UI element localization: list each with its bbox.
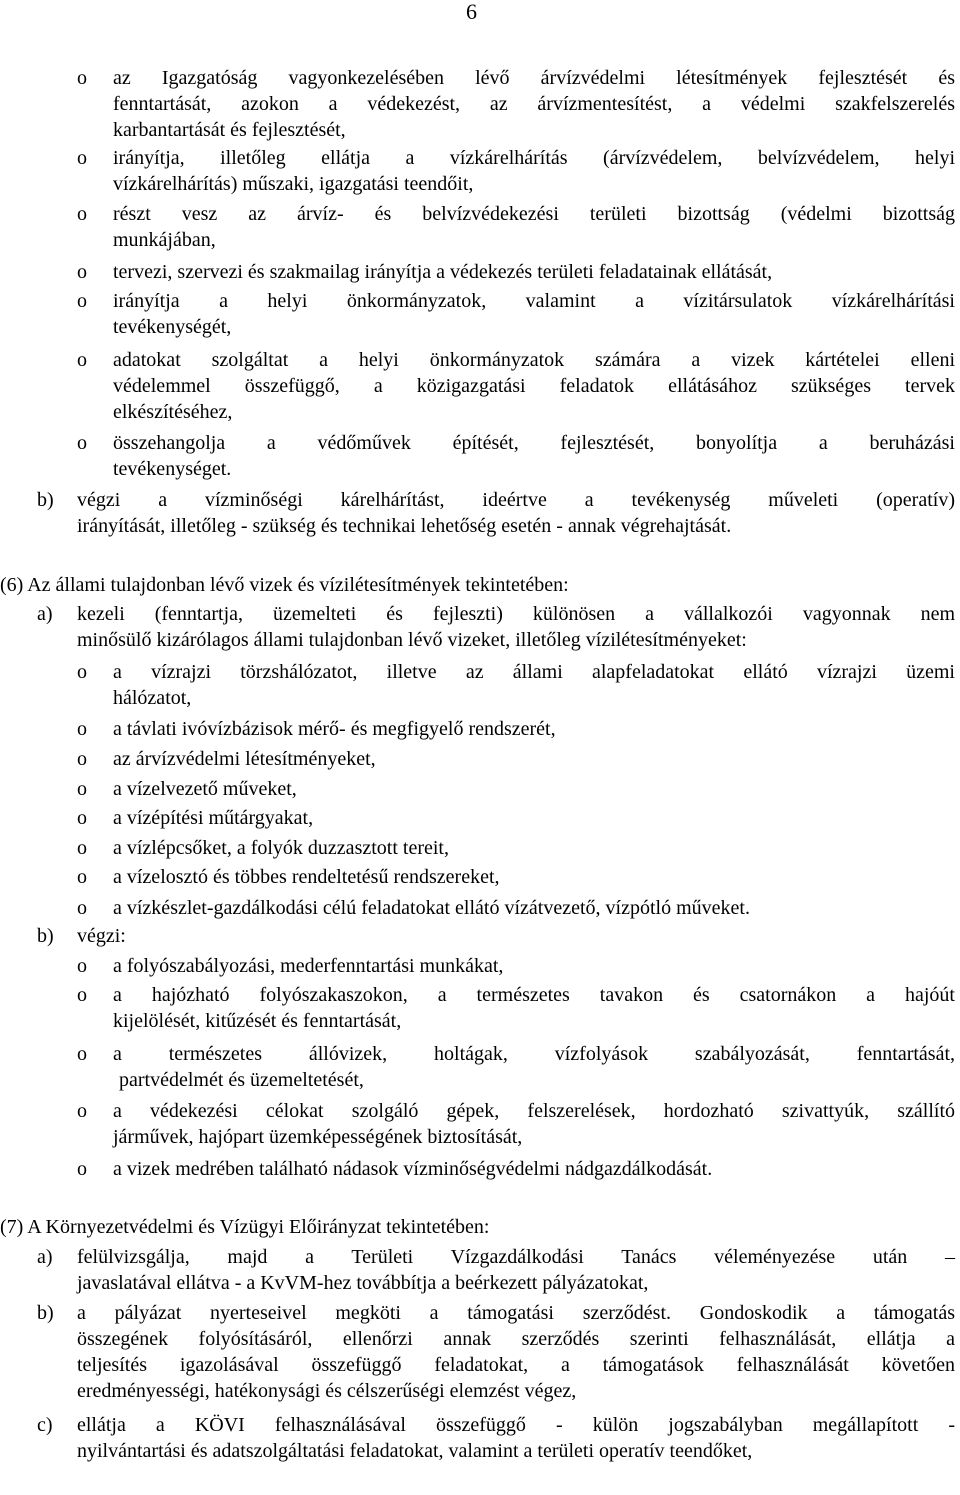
bullet-marker: o — [77, 261, 87, 283]
bullet-marker: o — [77, 897, 87, 919]
text-line: tevékenységet. — [113, 458, 232, 480]
bullet-marker: o — [77, 290, 87, 312]
text-line: a vízkészlet-gazdálkodási célú feladatokat ellátó vízátvezető, vízpótló műveket. — [113, 897, 750, 919]
text-line: a vízépítési műtárgyakat, — [113, 807, 314, 829]
bullet-marker: o — [77, 203, 87, 225]
text-line: járművek, hajópart üzemképességének biztosítását, — [113, 1126, 523, 1148]
text-line: kezeli (fenntartja, üzemelteti és fejleszti) különösen a vállalkozói vagyonnak nem — [77, 603, 955, 625]
text-line: partvédelmét és üzemeltetését, — [119, 1069, 364, 1091]
text-line: a távlati ivóvízbázisok mérő- és megfigyelő rendszerét, — [113, 718, 556, 740]
text-line: nyilvántartási és adatszolgáltatási feladatokat, valamint a területi operatív teendőket, — [77, 1440, 753, 1462]
text-line: a vízelosztó és többes rendeltetésű rendszereket, — [113, 866, 500, 888]
text-line: a hajózható folyószakaszokon, a természetes tavakon és csatornákon a hajóút — [113, 984, 955, 1006]
bullet-marker: o — [77, 661, 87, 683]
text-line: (7) A Környezetvédelmi és Vízügyi Előirányzat tekintetében: — [0, 1216, 490, 1238]
bullet-marker: o — [77, 718, 87, 740]
text-line: végzi a vízminőségi kárelhárítást, ideértve a tevékenység műveleti (operatív) — [77, 489, 955, 511]
bullet-marker: o — [77, 147, 87, 169]
bullet-marker: o — [77, 778, 87, 800]
bullet-marker: o — [77, 349, 87, 371]
text-line: teljesítés igazolásával összefüggő feladatokat, a támogatások felhasználását követően — [77, 1354, 955, 1376]
list-marker: a) — [37, 603, 53, 625]
text-line: a természetes állóvizek, holtágak, vízfolyások szabályozását, fenntartását, — [113, 1043, 955, 1065]
list-marker: c) — [37, 1414, 53, 1436]
text-line: a vízlépcsőket, a folyók duzzasztott tereit, — [113, 837, 449, 859]
text-line: a vízrajzi törzshálózatot, illetve az állami alapfeladatokat ellátó vízrajzi üzemi — [113, 661, 955, 683]
page-number: 6 — [466, 0, 477, 24]
list-marker: b) — [37, 1302, 54, 1324]
text-line: javaslatával ellátva - a KvVM-hez továbbítja a beérkezett pályázatokat, — [77, 1272, 649, 1294]
bullet-marker: o — [77, 807, 87, 829]
text-line: eredményességi, hatékonysági és célszerűségi elemzést végez, — [77, 1380, 577, 1402]
text-line: hálózatot, — [113, 687, 192, 709]
text-line: ellátja a KÖVI felhasználásával összefüggő - külön jogszabályban megállapított - — [77, 1414, 955, 1436]
bullet-marker: o — [77, 1158, 87, 1180]
list-marker: b) — [37, 925, 54, 947]
text-line: végzi: — [77, 925, 126, 947]
bullet-marker: o — [77, 837, 87, 859]
text-line: irányítja a helyi önkormányzatok, valamint a vízitársulatok vízkárelhárítási — [113, 290, 955, 312]
bullet-marker: o — [77, 984, 87, 1006]
text-line: fenntartását, azokon a védekezést, az árvízmentesítést, a védelmi szakfelszerelés — [113, 93, 955, 115]
list-marker: b) — [37, 489, 54, 511]
text-line: részt vesz az árvíz- és belvízvédekezési területi bizottság (védelmi bizottság — [113, 203, 955, 225]
bullet-marker: o — [77, 1100, 87, 1122]
text-line: adatokat szolgáltat a helyi önkormányzatok számára a vizek kártételei elleni — [113, 349, 955, 371]
text-line: tevékenységét, — [113, 316, 232, 338]
bullet-marker: o — [77, 1043, 87, 1065]
list-marker: a) — [37, 1246, 53, 1268]
text-line: minősülő kizárólagos állami tulajdonban lévő vizeket, illetőleg vízilétesítményeket: — [77, 629, 747, 651]
text-line: irányítja, illetőleg ellátja a vízkárelhárítás (árvízvédelem, belvízvédelem, helyi — [113, 147, 955, 169]
text-line: kijelölését, kitűzését és fenntartását, — [113, 1010, 402, 1032]
text-line: a vízelvezető műveket, — [113, 778, 297, 800]
text-line: összegének folyósításáról, ellenőrzi annak szerződés szerinti felhasználását, ellátja a — [77, 1328, 955, 1350]
text-line: a védekezési célokat szolgáló gépek, felszerelések, hordozható szivattyúk, szállító — [113, 1100, 955, 1122]
text-line: vízkárelhárítás) műszaki, igazgatási teendőit, — [113, 173, 474, 195]
text-line: elkészítéséhez, — [113, 401, 233, 423]
text-line: karbantartását és fejlesztését, — [113, 119, 346, 141]
text-line: összehangolja a védőművek építését, fejlesztését, bonyolítja a beruházási — [113, 432, 955, 454]
text-line: felülvizsgálja, majd a Területi Vízgazdálkodási Tanács véleményezése után – — [77, 1246, 955, 1268]
bullet-marker: o — [77, 866, 87, 888]
text-line: az Igazgatóság vagyonkezelésében lévő árvízvédelmi létesítmények fejlesztését és — [113, 67, 955, 89]
text-line: a pályázat nyerteseivel megköti a támogatási szerződést. Gondoskodik a támogatás — [77, 1302, 955, 1324]
bullet-marker: o — [77, 748, 87, 770]
text-line: munkájában, — [113, 229, 216, 251]
text-line: (6) Az állami tulajdonban lévő vizek és vízilétesítmények tekintetében: — [0, 574, 569, 596]
text-line: a folyószabályozási, mederfenntartási munkákat, — [113, 955, 504, 977]
text-line: a vizek medrében található nádasok vízminőségvédelmi nádgazdálkodását. — [113, 1158, 713, 1180]
text-line: védelemmel összefüggő, a közigazgatási feladatok ellátásához szükséges tervek — [113, 375, 955, 397]
bullet-marker: o — [77, 955, 87, 977]
text-line: irányítását, illetőleg - szükség és technikai lehetőség esetén - annak végrehajtását. — [77, 515, 732, 537]
bullet-marker: o — [77, 67, 87, 89]
text-line: tervezi, szervezi és szakmailag irányítja a védekezés területi feladatainak ellátását, — [113, 261, 773, 283]
bullet-marker: o — [77, 432, 87, 454]
text-line: az árvízvédelmi létesítményeket, — [113, 748, 376, 770]
